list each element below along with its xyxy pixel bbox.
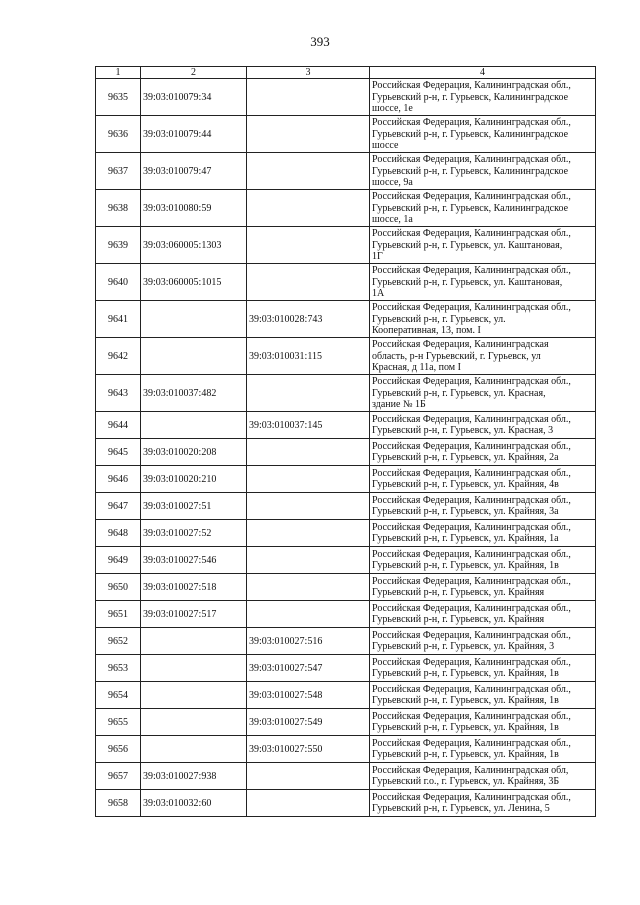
cadastral-number-cell: [141, 682, 247, 709]
table-row: [96, 790, 596, 817]
row-number-cell: 9646: [96, 466, 141, 493]
address-line: Российская Федерация, Калининградская обл.,: [372, 792, 571, 803]
row-number-cell: 9637: [96, 153, 141, 190]
related-cadastral-number-cell: [247, 264, 370, 301]
table-row: [96, 338, 596, 375]
address-line: Гурьевский р-н, г. Гурьевск, Калининградское: [372, 91, 569, 103]
related-cadastral-number-cell: [247, 493, 370, 520]
address-line: Российская Федерация, Калининградская обл.,: [372, 711, 571, 722]
address-line: Гурьевский р-н, г. Гурьевск, Калининградское: [372, 165, 569, 177]
row-number-cell: 9656: [96, 736, 141, 763]
address-line: Гурьевский р-н, г. Гурьевск, ул. Крайняя, 1а: [372, 533, 559, 545]
address-cell: [370, 301, 596, 338]
table-row: [96, 628, 596, 655]
table-row: [96, 736, 596, 763]
address-line: шоссе: [372, 139, 399, 151]
row-number-cell: 9635: [96, 79, 141, 116]
address-cell: [370, 493, 596, 520]
address-line: Гурьевский р-н, г. Гурьевск, ул. Красная, 3: [372, 425, 554, 437]
row-number-cell: 9648: [96, 520, 141, 547]
cadastral-number-cell: [141, 412, 247, 439]
row-number-cell: 9644: [96, 412, 141, 439]
table-row: [96, 264, 596, 301]
address-line: Гурьевский р-н, г. Гурьевск, ул. Крайняя, 2а: [372, 452, 559, 464]
address-line: Гурьевский р-н, г. Гурьевск, ул. Крайняя, 1в: [372, 695, 559, 707]
address-cell: [370, 736, 596, 763]
related-cadastral-number-cell: [247, 547, 370, 574]
address-line: Российская Федерация, Калининградская обл.,: [372, 80, 571, 92]
cadastral-number-cell: 39:03:010027:52: [141, 520, 247, 547]
cadastral-number-cell: 39:03:010027:517: [141, 601, 247, 628]
related-cadastral-number-cell: [247, 116, 370, 153]
row-number-cell: 9640: [96, 264, 141, 301]
address-line: Российская Федерация, Калининградская обл.,: [372, 302, 571, 314]
related-cadastral-number-cell: 39:03:010031:115: [247, 338, 370, 375]
address-line: область, р-н Гурьевский, г. Гурьевск, ул: [372, 350, 541, 362]
address-cell: [370, 763, 596, 790]
address-line: здание № 1Б: [372, 398, 426, 410]
address-cell: [370, 227, 596, 264]
address-cell: [370, 520, 596, 547]
address-line: Российская Федерация, Калининградская обл.,: [372, 684, 571, 695]
address-line: Гурьевский р-н, г. Гурьевск, ул. Крайняя, 1в: [372, 668, 559, 680]
table-row: [96, 466, 596, 493]
address-line: Российская Федерация, Калининградская обл.,: [372, 468, 571, 479]
row-number-cell: 9638: [96, 190, 141, 227]
table-row: [96, 190, 596, 227]
address-line: Гурьевский р-н, г. Гурьевск, ул.: [372, 313, 506, 325]
address-line: Российская Федерация, Калининградская обл.,: [372, 376, 571, 388]
row-number-cell: 9654: [96, 682, 141, 709]
address-line: Гурьевский р-н, г. Гурьевск, Калининградское: [372, 202, 569, 214]
address-line: Гурьевский р-н, г. Гурьевск, ул. Каштановая,: [372, 276, 563, 288]
related-cadastral-number-cell: [247, 466, 370, 493]
related-cadastral-number-cell: 39:03:010027:547: [247, 655, 370, 682]
address-line: Российская Федерация, Калининградская обл,: [372, 765, 569, 776]
address-cell: [370, 153, 596, 190]
table-row: [96, 79, 596, 116]
address-line: Российская Федерация, Калининградская обл.,: [372, 154, 571, 166]
address-cell: [370, 655, 596, 682]
related-cadastral-number-cell: [247, 763, 370, 790]
column-header: 3: [247, 67, 370, 79]
row-number-cell: 9641: [96, 301, 141, 338]
table-row: [96, 682, 596, 709]
address-cell: [370, 547, 596, 574]
related-cadastral-number-cell: [247, 153, 370, 190]
row-number-cell: 9649: [96, 547, 141, 574]
address-line: Российская Федерация, Калининградская обл.,: [372, 228, 571, 240]
address-cell: [370, 375, 596, 412]
table-row: [96, 439, 596, 466]
cadastral-number-cell: 39:03:010027:938: [141, 763, 247, 790]
header-row: [96, 67, 596, 79]
related-cadastral-number-cell: [247, 227, 370, 264]
address-line: шоссе, 1а: [372, 213, 413, 225]
address-cell: [370, 574, 596, 601]
address-line: Гурьевский г.о., г. Гурьевск, ул. Крайняя, 3Б: [372, 776, 560, 788]
address-line: Гурьевский р-н, г. Гурьевск, ул. Красная,: [372, 387, 546, 399]
address-line: Российская Федерация, Калининградская обл.,: [372, 414, 571, 425]
address-cell: [370, 190, 596, 227]
row-number-cell: 9647: [96, 493, 141, 520]
table-row: [96, 227, 596, 264]
cadastral-number-cell: 39:03:010020:208: [141, 439, 247, 466]
related-cadastral-number-cell: 39:03:010027:516: [247, 628, 370, 655]
table-row: [96, 116, 596, 153]
table-row: [96, 301, 596, 338]
address-line: Гурьевский р-н, г. Гурьевск, ул. Крайняя, 1в: [372, 560, 559, 572]
address-line: Российская Федерация, Калининградская обл.,: [372, 738, 571, 749]
table-row: [96, 153, 596, 190]
row-number-cell: 9651: [96, 601, 141, 628]
address-cell: [370, 79, 596, 116]
row-number-cell: 9657: [96, 763, 141, 790]
address-line: Российская Федерация, Калининградская обл.,: [372, 576, 571, 587]
address-line: шоссе, 9а: [372, 176, 413, 188]
related-cadastral-number-cell: [247, 190, 370, 227]
row-number-cell: 9639: [96, 227, 141, 264]
address-cell: [370, 790, 596, 817]
address-line: Российская Федерация, Калининградская обл.,: [372, 191, 571, 203]
address-cell: [370, 116, 596, 153]
related-cadastral-number-cell: [247, 520, 370, 547]
page-number: 393: [310, 34, 330, 49]
cadastral-number-cell: [141, 736, 247, 763]
row-number-cell: 9652: [96, 628, 141, 655]
cadastral-number-cell: 39:03:010027:518: [141, 574, 247, 601]
address-line: Красная, д 11а, пом I: [372, 361, 461, 373]
address-line: Гурьевский р-н, г. Гурьевск, ул. Крайняя: [372, 587, 545, 599]
address-line: 1А: [372, 287, 385, 299]
address-line: Российская Федерация, Калининградская обл.,: [372, 522, 571, 533]
row-number-cell: 9636: [96, 116, 141, 153]
related-cadastral-number-cell: [247, 601, 370, 628]
address-line: Гурьевский р-н, г. Гурьевск, ул. Каштановая,: [372, 239, 563, 251]
address-cell: [370, 466, 596, 493]
table-row: [96, 547, 596, 574]
address-line: Российская Федерация, Калининградская обл.,: [372, 265, 571, 277]
table-row: [96, 709, 596, 736]
address-line: 1Г: [372, 250, 383, 262]
table-row: [96, 493, 596, 520]
cadastral-number-cell: 39:03:010027:51: [141, 493, 247, 520]
related-cadastral-number-cell: 39:03:010027:549: [247, 709, 370, 736]
cadastral-number-cell: 39:03:010037:482: [141, 375, 247, 412]
address-line: шоссе, 1е: [372, 102, 413, 114]
cadastral-number-cell: [141, 628, 247, 655]
address-line: Российская Федерация, Калининградская обл.,: [372, 603, 571, 614]
address-cell: [370, 682, 596, 709]
address-line: Гурьевский р-н, г. Гурьевск, ул. Крайняя: [372, 614, 545, 626]
address-line: Российская Федерация, Калининградская обл.,: [372, 657, 571, 668]
cadastral-number-cell: 39:03:010032:60: [141, 790, 247, 817]
related-cadastral-number-cell: [247, 79, 370, 116]
related-cadastral-number-cell: 39:03:010027:550: [247, 736, 370, 763]
row-number-cell: 9653: [96, 655, 141, 682]
table-row: [96, 375, 596, 412]
related-cadastral-number-cell: 39:03:010028:743: [247, 301, 370, 338]
row-number-cell: 9643: [96, 375, 141, 412]
address-line: Российская Федерация, Калининградская обл.,: [372, 549, 571, 560]
table-row: [96, 601, 596, 628]
cadastral-number-cell: 39:03:060005:1015: [141, 264, 247, 301]
cadastral-number-cell: [141, 709, 247, 736]
cadastral-number-cell: 39:03:010079:44: [141, 116, 247, 153]
address-line: Гурьевский р-н, г. Гурьевск, ул. Крайняя, 1в: [372, 722, 559, 734]
table-row: [96, 574, 596, 601]
address-line: Российская Федерация, Калининградская обл.,: [372, 117, 571, 129]
row-number-cell: 9645: [96, 439, 141, 466]
address-cell: [370, 628, 596, 655]
table-row: [96, 520, 596, 547]
cadastral-number-cell: 39:03:010080:59: [141, 190, 247, 227]
registry-table: [95, 66, 596, 817]
address-line: Гурьевский р-н, г. Гурьевск, ул. Крайняя, 3а: [372, 506, 559, 518]
table-row: [96, 412, 596, 439]
cadastral-number-cell: [141, 301, 247, 338]
cadastral-number-cell: [141, 655, 247, 682]
related-cadastral-number-cell: [247, 375, 370, 412]
cadastral-number-cell: 39:03:010020:210: [141, 466, 247, 493]
address-line: Российская Федерация, Калининградская обл.,: [372, 441, 571, 452]
row-number-cell: 9642: [96, 338, 141, 375]
address-cell: [370, 338, 596, 375]
address-line: Кооперативная, 13, пом. I: [372, 324, 481, 336]
address-line: Гурьевский р-н, г. Гурьевск, Калининградское: [372, 128, 569, 140]
cadastral-number-cell: 39:03:010027:546: [141, 547, 247, 574]
address-line: Гурьевский р-н, г. Гурьевск, ул. Ленина, 5: [372, 803, 550, 815]
address-line: Гурьевский р-н, г. Гурьевск, ул. Крайняя, 3: [372, 641, 555, 653]
address-cell: [370, 412, 596, 439]
cadastral-number-cell: 39:03:010079:47: [141, 153, 247, 190]
address-line: Российская Федерация, Калининградская: [372, 339, 549, 351]
table-row: [96, 763, 596, 790]
row-number-cell: 9655: [96, 709, 141, 736]
related-cadastral-number-cell: [247, 439, 370, 466]
column-header: 1: [96, 67, 141, 79]
row-number-cell: 9658: [96, 790, 141, 817]
cadastral-number-cell: 39:03:010079:34: [141, 79, 247, 116]
related-cadastral-number-cell: 39:03:010027:548: [247, 682, 370, 709]
address-line: Гурьевский р-н, г. Гурьевск, ул. Крайняя, 4в: [372, 479, 559, 491]
address-cell: [370, 709, 596, 736]
address-line: Гурьевский р-н, г. Гурьевск, ул. Крайняя, 1в: [372, 749, 559, 761]
row-number-cell: 9650: [96, 574, 141, 601]
address-line: Российская Федерация, Калининградская обл.,: [372, 495, 571, 506]
cadastral-number-cell: [141, 338, 247, 375]
table-row: [96, 655, 596, 682]
related-cadastral-number-cell: [247, 790, 370, 817]
address-line: Российская Федерация, Калининградская обл.,: [372, 630, 571, 641]
related-cadastral-number-cell: [247, 574, 370, 601]
column-header: 2: [141, 67, 247, 79]
column-header: 4: [370, 67, 596, 79]
address-cell: [370, 439, 596, 466]
address-cell: [370, 601, 596, 628]
address-cell: [370, 264, 596, 301]
related-cadastral-number-cell: 39:03:010037:145: [247, 412, 370, 439]
cadastral-number-cell: 39:03:060005:1303: [141, 227, 247, 264]
